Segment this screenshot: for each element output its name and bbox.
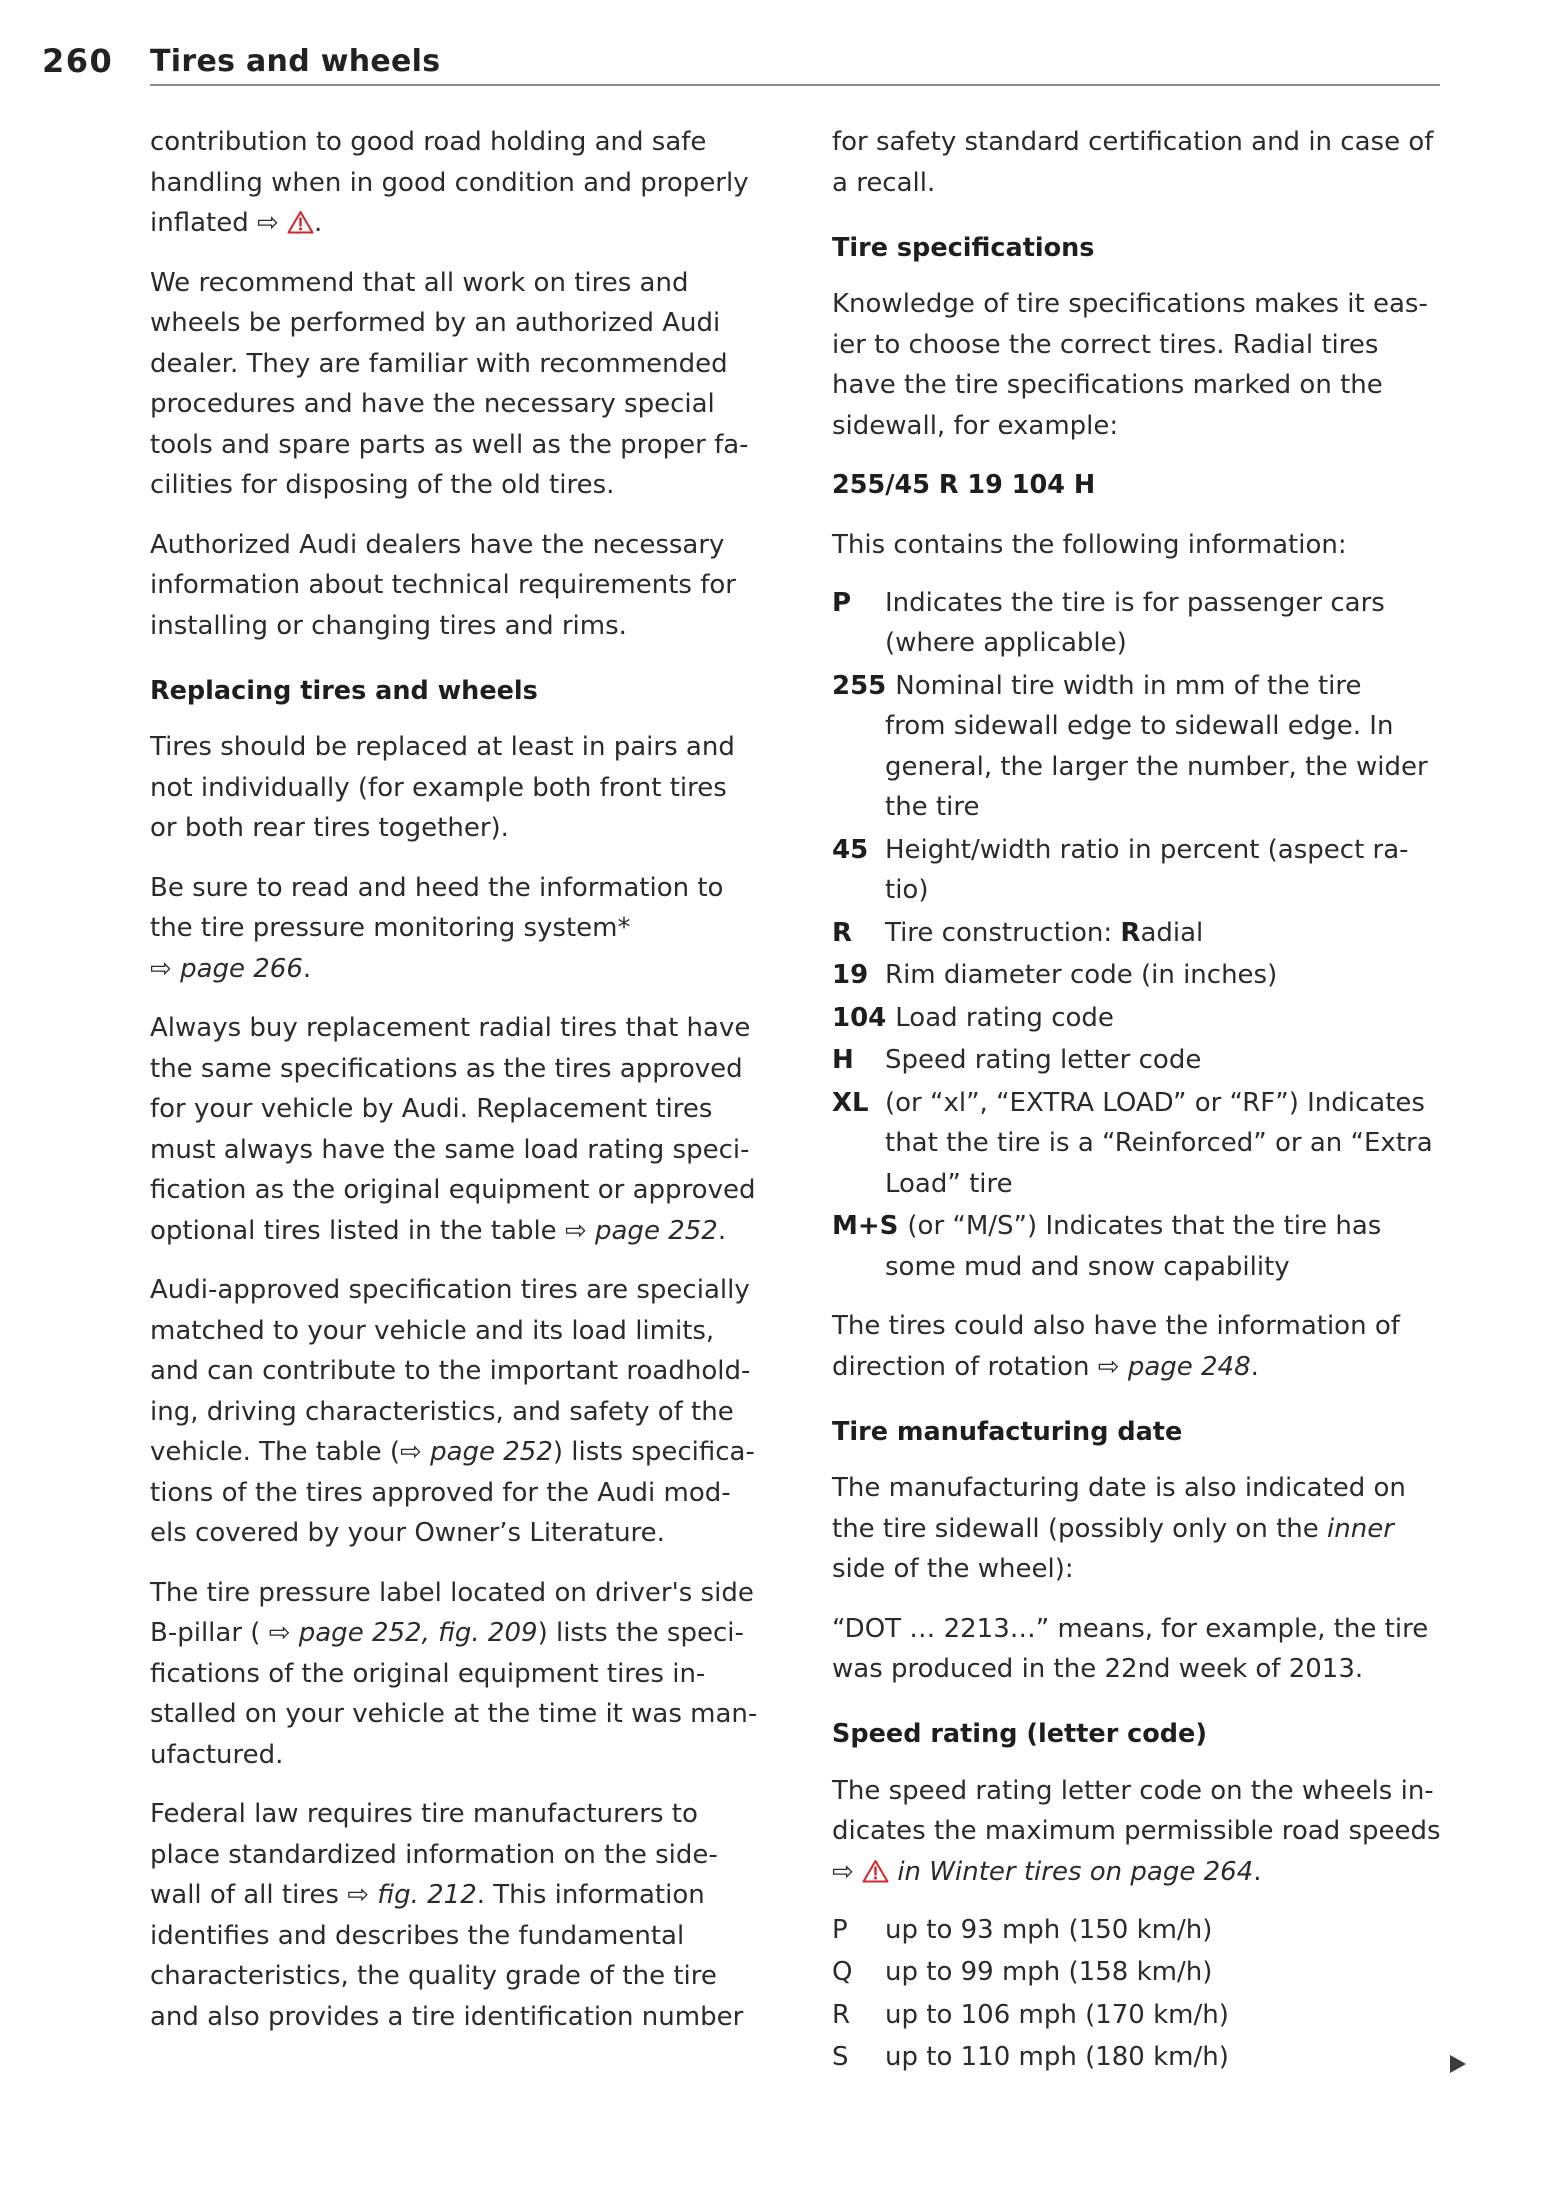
text-run: fications of the original equipment tires in- — [150, 1658, 706, 1689]
paragraph — [832, 525, 1492, 566]
text-line — [150, 768, 810, 809]
text-line — [150, 1473, 810, 1514]
text-line — [150, 1130, 810, 1171]
heading-text: Tire manufacturing date — [832, 1416, 1183, 1447]
text-line — [150, 1432, 810, 1473]
text-line — [150, 1997, 810, 2038]
text-line — [832, 365, 1492, 406]
text-line — [832, 1164, 1492, 1205]
text-line — [150, 1613, 810, 1654]
text-line — [150, 303, 810, 344]
text-run: optional tires listed in the table ⇨ — [150, 1215, 595, 1246]
text-line — [832, 830, 1492, 871]
text-line — [832, 1811, 1492, 1852]
definition-item — [832, 1952, 1492, 1993]
text-line — [150, 808, 810, 849]
text-run: ufactured. — [150, 1739, 284, 1770]
text-run: was produced in the 22nd week of 2013. — [832, 1654, 1364, 1685]
text-line — [832, 2037, 1492, 2078]
tire-size-example — [832, 465, 1492, 506]
text-run: a recall. — [832, 167, 936, 198]
text-line — [832, 122, 1492, 163]
text-line — [150, 1735, 810, 1776]
continue-arrow-icon — [1449, 2054, 1467, 2074]
text-line — [150, 425, 810, 466]
text-run: not individually (for example both front tires — [150, 772, 727, 803]
text-run: Authorized Audi dealers have the necessary — [150, 529, 725, 560]
text-run: from sidewall edge to sidewall edge. In — [885, 711, 1394, 742]
text-run: ) lists specifica- — [552, 1437, 755, 1468]
text-line — [832, 1083, 1492, 1124]
section-heading — [832, 1412, 1492, 1453]
text-run: and also provides a tire identification number — [150, 2001, 744, 2032]
text-line — [150, 465, 810, 506]
text-line — [150, 384, 810, 425]
text-run: ing, driving characteristics, and safety of the — [150, 1396, 734, 1427]
paragraph — [150, 525, 810, 647]
text-line — [150, 949, 810, 990]
text-line — [832, 1995, 1492, 2036]
text-run: characteristics, the quality grade of the tire — [150, 1961, 717, 1992]
text-run: Be sure to read and heed the information to — [150, 872, 724, 903]
page-reference-link[interactable]: page 252 — [595, 1215, 718, 1246]
right-column — [832, 122, 1492, 2078]
page-reference-link[interactable]: page 248 — [1127, 1351, 1251, 1382]
text-run: . — [1253, 1856, 1262, 1887]
paragraph — [150, 1573, 810, 1776]
text-run: that the tire is a “Reinforced” or an “Extra — [885, 1128, 1433, 1159]
definition-item — [832, 1083, 1492, 1205]
text-run: els covered by your Owner’s Literature. — [150, 1518, 665, 1549]
text-run: Nominal tire width in mm of the tire — [895, 670, 1362, 701]
text-run: cilities for disposing of the old tires. — [150, 470, 615, 500]
text-line — [832, 787, 1492, 828]
paragraph — [150, 1794, 810, 2037]
text-run: The tires could also have the information of — [832, 1311, 1400, 1342]
text-line — [832, 284, 1492, 325]
text-run: stalled on your vehicle at the time it was man- — [150, 1699, 758, 1730]
spec-text: 255/45 R 19 104 H — [832, 470, 1096, 501]
definition-item — [832, 1910, 1492, 1951]
text-run: We recommend that all work on tires and — [150, 267, 689, 298]
text-run: adial — [1140, 917, 1204, 948]
text-run: Audi-approved specification tires are specially — [150, 1275, 750, 1306]
text-line — [150, 1794, 810, 1835]
definition-item — [832, 1040, 1492, 1081]
text-run: “DOT … 2213…” means, for example, the tire — [832, 1613, 1429, 1644]
text-run: installing or changing tires and rims. — [150, 610, 627, 641]
text-line — [150, 1875, 810, 1916]
paragraph — [150, 263, 810, 506]
text-line — [150, 1170, 810, 1211]
definition-term: XL — [832, 1087, 869, 1118]
definition-term: P — [832, 1914, 848, 1945]
definition-term: 255 — [832, 670, 887, 701]
text-run: up to 99 mph (158 km/h) — [885, 1957, 1213, 1988]
text-run: up to 110 mph (180 km/h) — [885, 2042, 1229, 2073]
section-heading — [832, 228, 1492, 269]
text-line — [832, 1649, 1492, 1690]
text-run: Rim diameter code (in inches) — [885, 960, 1278, 991]
definition-term: M+S — [832, 1211, 899, 1242]
page-reference-link[interactable]: page 266 — [180, 953, 303, 984]
text-run: ) lists the speci- — [537, 1618, 744, 1649]
definition-item — [832, 2037, 1492, 2078]
text-run: . — [1250, 1351, 1259, 1382]
text-line — [832, 1040, 1492, 1081]
text-run: . — [302, 953, 312, 984]
warning-icon — [862, 1859, 889, 1883]
text-run: direction of rotation ⇨ — [832, 1351, 1128, 1382]
definition-term: S — [832, 2042, 849, 2073]
text-line — [150, 1049, 810, 1090]
heading-text: Tire specifications — [832, 232, 1095, 263]
text-run: place standardized information on the side- — [150, 1839, 718, 1870]
text-line — [150, 1392, 810, 1433]
text-run: general, the larger the number, the wider — [885, 751, 1428, 782]
text-line — [832, 1123, 1492, 1164]
text-line — [150, 1311, 810, 1352]
text-run: dealer. They are familiar with recommended — [150, 348, 728, 379]
text-line — [832, 998, 1492, 1039]
text-run: ⇨ — [150, 953, 181, 984]
definition-item — [832, 666, 1492, 828]
text-line — [832, 747, 1492, 788]
text-run: wall of all tires ⇨ — [150, 1880, 378, 1911]
text-line — [150, 868, 810, 909]
text-line — [832, 1609, 1492, 1650]
text-run: Speed rating letter code — [885, 1045, 1202, 1076]
text-line — [832, 870, 1492, 911]
text-line — [150, 525, 810, 566]
text-run: sidewall, for example: — [832, 410, 1119, 441]
definition-term: Q — [832, 1957, 853, 1988]
definition-item — [832, 998, 1492, 1039]
left-column — [150, 122, 810, 2037]
definition-item — [832, 830, 1492, 911]
text-run: The tire pressure label located on driver's side — [150, 1577, 754, 1608]
text-line — [832, 1952, 1492, 1993]
text-line — [832, 1771, 1492, 1812]
definition-term: 45 — [832, 834, 869, 865]
speed-rating-list — [832, 1910, 1492, 2078]
italic-text: inner — [1327, 1513, 1394, 1544]
paragraph — [832, 1609, 1492, 1690]
text-line — [150, 263, 810, 304]
text-line — [150, 1270, 810, 1311]
text-line — [150, 908, 810, 949]
text-line — [832, 1852, 1492, 1893]
text-line — [832, 955, 1492, 996]
text-line — [150, 344, 810, 385]
text-run: for safety standard certification and in case of — [832, 127, 1434, 157]
text-run: Always buy replacement radial tires that have — [150, 1013, 751, 1044]
paragraph — [832, 1771, 1492, 1893]
text-line — [150, 1211, 810, 1252]
text-run: must always have the same load rating speci- — [150, 1134, 750, 1165]
text-run: ier to choose the correct tires. Radial tires — [832, 329, 1379, 360]
text-run: . This information — [476, 1880, 705, 1911]
text-run: the same specifications as the tires approved — [150, 1053, 743, 1084]
definition-term: P — [832, 587, 852, 618]
text-line — [150, 1694, 810, 1735]
warning-icon — [287, 210, 314, 234]
paragraph — [150, 122, 810, 244]
text-run: contribution to good road holding and safe — [150, 127, 707, 157]
text-run: or both rear tires together). — [150, 813, 509, 844]
text-run: B-pillar ( ⇨ — [150, 1618, 299, 1649]
paragraph — [150, 1008, 810, 1251]
definition-item — [832, 955, 1492, 996]
text-run: the tire — [885, 792, 980, 823]
text-line — [832, 1468, 1492, 1509]
text-run: fication as the original equipment or approved — [150, 1175, 756, 1206]
paragraph — [832, 284, 1492, 446]
page-reference-link[interactable]: fig. 212 — [377, 1880, 477, 1911]
page-reference-link[interactable]: page 252 — [430, 1437, 553, 1468]
text-run: The manufacturing date is also indicated on — [832, 1473, 1406, 1504]
text-run: procedures and have the necessary special — [150, 389, 715, 419]
text-line — [150, 1916, 810, 1957]
text-line — [832, 1509, 1492, 1550]
text-line — [832, 706, 1492, 747]
text-line — [832, 1347, 1492, 1388]
text-run: Federal law requires tire manufacturers to — [150, 1799, 698, 1830]
text-run: Load rating code — [895, 1002, 1114, 1033]
text-run: (where applicable) — [885, 628, 1127, 659]
paragraph — [832, 1306, 1492, 1387]
paragraph — [832, 122, 1492, 203]
header-rule — [150, 84, 1440, 86]
text-run: Indicates the tire is for passenger cars — [885, 587, 1385, 618]
text-line — [150, 1351, 810, 1392]
page-reference-link[interactable]: page 252, fig. 209 — [298, 1618, 538, 1649]
text-run: tio) — [885, 875, 929, 906]
text-run: Load” tire — [885, 1168, 1013, 1199]
text-line — [150, 1513, 810, 1554]
text-run: wheels be performed by an authorized Audi — [150, 308, 721, 338]
section-heading — [832, 1714, 1492, 1755]
paragraph — [150, 727, 810, 849]
text-line — [150, 122, 810, 163]
tire-code-definition-list — [832, 583, 1492, 1288]
text-run: have the tire specifications marked on the — [832, 370, 1383, 401]
heading-text: Replacing tires and wheels — [150, 675, 538, 706]
text-line — [832, 666, 1492, 707]
section-heading — [150, 671, 810, 712]
text-line — [832, 583, 1492, 624]
text-line — [832, 1306, 1492, 1347]
text-run: some mud and snow capability — [885, 1251, 1290, 1282]
text-run: the tire sidewall (possibly only on the — [832, 1513, 1328, 1544]
text-run: (or “M/S”) Indicates that the tire has — [907, 1211, 1382, 1242]
text-run: identifies and describes the fundamental — [150, 1920, 685, 1951]
text-run: tools and spare parts as well as the proper fa- — [150, 429, 749, 460]
text-run: matched to your vehicle and its load limits, — [150, 1315, 715, 1346]
definition-term: R — [832, 1999, 851, 2030]
text-run: ⇨ — [832, 1856, 863, 1887]
paragraph — [832, 1468, 1492, 1590]
definition-term: R — [832, 917, 853, 948]
text-line — [832, 163, 1492, 204]
text-line — [832, 1247, 1492, 1288]
text-line — [150, 1089, 810, 1130]
definition-item — [832, 1206, 1492, 1287]
text-run: side of the wheel): — [832, 1554, 1074, 1585]
paragraph — [150, 1270, 810, 1554]
text-line — [150, 163, 810, 204]
text-run: . — [314, 208, 323, 238]
text-run: Tires should be replaced at least in pairs and — [150, 732, 735, 763]
text-line — [832, 623, 1492, 664]
text-run: inflated ⇨ — [150, 208, 288, 238]
definition-item — [832, 583, 1492, 664]
page-reference-link[interactable]: in Winter tires on page 264 — [889, 1856, 1254, 1887]
text-line — [150, 1573, 810, 1614]
running-header-title: Tires and wheels — [150, 44, 441, 79]
text-run: dicates the maximum permissible road speeds — [832, 1816, 1441, 1847]
heading-text: Speed rating (letter code) — [832, 1719, 1207, 1750]
text-run: Height/width ratio in percent (aspect ra- — [885, 834, 1409, 865]
definition-item — [832, 1995, 1492, 2036]
text-line — [832, 406, 1492, 447]
text-run: the tire pressure monitoring system* — [150, 913, 631, 944]
text-line — [150, 606, 810, 647]
text-run: vehicle. The table (⇨ — [150, 1437, 431, 1468]
text-run: for your vehicle by Audi. Replacement tires — [150, 1094, 713, 1125]
text-run: Knowledge of tire specifications makes it eas- — [832, 289, 1428, 320]
text-run: Tire construction: — [885, 917, 1121, 948]
text-line — [150, 1654, 810, 1695]
text-run: up to 93 mph (150 km/h) — [885, 1914, 1213, 1945]
page-number: 260 — [42, 42, 114, 80]
definition-term: 104 — [832, 1002, 887, 1033]
text-line — [150, 1956, 810, 1997]
definition-item — [832, 913, 1492, 954]
definition-term: 19 — [832, 960, 869, 991]
text-run: up to 106 mph (170 km/h) — [885, 1999, 1229, 2030]
text-run: . — [717, 1215, 727, 1246]
text-run: (or “xl”, “EXTRA LOAD” or “RF”) Indicates — [885, 1087, 1425, 1118]
text-line — [832, 913, 1492, 954]
text-line — [832, 1206, 1492, 1247]
text-line — [150, 1835, 810, 1876]
text-run: The speed rating letter code on the wheels in- — [832, 1775, 1434, 1806]
text-line — [150, 1008, 810, 1049]
text-run: handling when in good condition and properly — [150, 167, 749, 198]
text-line — [832, 325, 1492, 366]
text-line — [150, 727, 810, 768]
text-run: and can contribute to the important roadhold- — [150, 1356, 751, 1387]
text-line — [832, 525, 1492, 566]
text-run: This contains the following information: — [832, 529, 1347, 560]
text-line — [150, 565, 810, 606]
text-run: tions of the tires approved for the Audi mod- — [150, 1477, 731, 1508]
text-line — [832, 1910, 1492, 1951]
paragraph — [150, 868, 810, 990]
bold-text: R — [1120, 917, 1141, 948]
text-run: information about technical requirements for — [150, 570, 736, 600]
text-line — [832, 1549, 1492, 1590]
definition-term: H — [832, 1045, 854, 1076]
text-line — [150, 203, 810, 244]
